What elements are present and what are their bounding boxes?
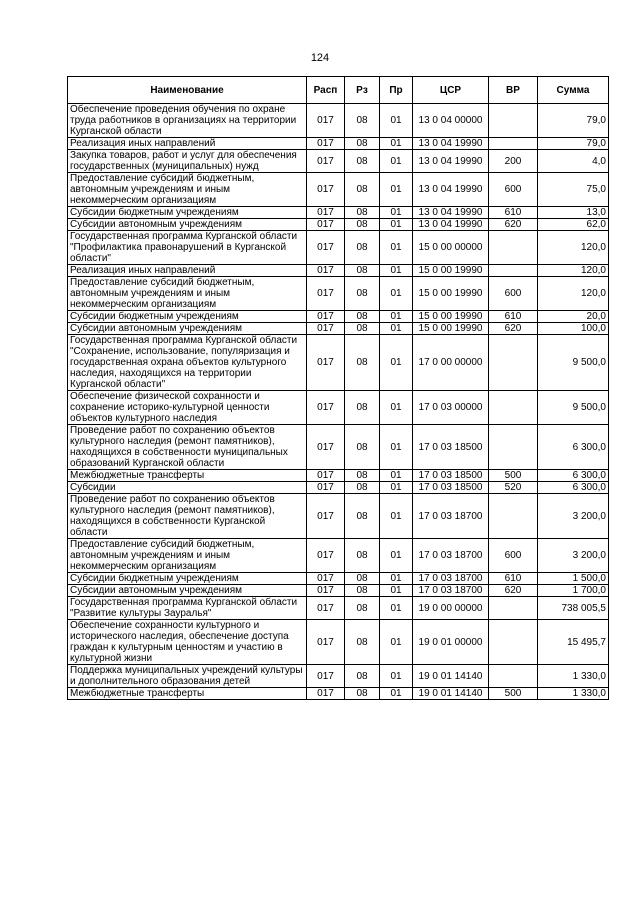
row-rz-cell: 08 — [345, 391, 380, 425]
row-rasp-cell: 017 — [307, 173, 345, 207]
row-name-cell: Проведение работ по сохранению объектов культурного наследия (ремонт памятников), находящихся в собственности Курганской области — [68, 494, 307, 539]
row-sum-cell: 13,0 — [538, 207, 609, 219]
row-rasp-cell: 017 — [307, 207, 345, 219]
row-pr-cell: 01 — [380, 311, 413, 323]
row-rz-cell: 08 — [345, 665, 380, 688]
row-rz-cell: 08 — [345, 231, 380, 265]
row-csr-cell: 15 0 00 19990 — [413, 277, 489, 311]
row-pr-cell: 01 — [380, 207, 413, 219]
row-csr-cell: 15 0 00 19990 — [413, 311, 489, 323]
row-sum-cell: 738 005,5 — [538, 597, 609, 620]
row-rasp-cell: 017 — [307, 585, 345, 597]
row-pr-cell: 01 — [380, 138, 413, 150]
row-rz-cell: 08 — [345, 425, 380, 470]
row-rasp-cell: 017 — [307, 311, 345, 323]
row-pr-cell: 01 — [380, 104, 413, 138]
row-csr-cell: 17 0 03 00000 — [413, 391, 489, 425]
row-csr-cell: 17 0 03 18500 — [413, 470, 489, 482]
row-rasp-cell: 017 — [307, 277, 345, 311]
row-name-cell: Субсидии автономным учреждениям — [68, 585, 307, 597]
row-name-cell: Государственная программа Курганской области "Профилактика правонарушений в Курганской области" — [68, 231, 307, 265]
table-row — [68, 597, 609, 620]
row-vr-cell: 610 — [489, 207, 538, 219]
table-row — [68, 539, 609, 573]
row-csr-cell: 17 0 03 18700 — [413, 494, 489, 539]
row-vr-cell — [489, 620, 538, 665]
row-name-cell: Закупка товаров, работ и услуг для обеспечения государственных (муниципальных) нужд — [68, 150, 307, 173]
row-vr-cell: 600 — [489, 173, 538, 207]
row-vr-cell — [489, 138, 538, 150]
row-name-cell: Субсидии бюджетным учреждениям — [68, 311, 307, 323]
row-pr-cell: 01 — [380, 539, 413, 573]
row-pr-cell: 01 — [380, 585, 413, 597]
page-number: 124 — [310, 52, 330, 64]
row-rasp-cell: 017 — [307, 573, 345, 585]
row-rasp-cell: 017 — [307, 482, 345, 494]
row-pr-cell: 01 — [380, 665, 413, 688]
row-name-cell: Предоставление субсидий бюджетным, автономным учреждениям и иным некоммерческим организациям — [68, 277, 307, 311]
row-pr-cell: 01 — [380, 391, 413, 425]
row-vr-cell: 610 — [489, 573, 538, 585]
row-rasp-cell: 017 — [307, 688, 345, 700]
row-name-cell: Обеспечение проведения обучения по охране труда работников в организациях на территории Курганской области — [68, 104, 307, 138]
column-header-rasp: Расп — [307, 77, 345, 104]
table-row — [68, 585, 609, 597]
row-sum-cell: 6 300,0 — [538, 470, 609, 482]
row-csr-cell: 13 0 04 19990 — [413, 219, 489, 231]
row-vr-cell — [489, 104, 538, 138]
row-csr-cell: 17 0 03 18500 — [413, 425, 489, 470]
row-pr-cell: 01 — [380, 573, 413, 585]
row-rz-cell: 08 — [345, 620, 380, 665]
row-rasp-cell: 017 — [307, 265, 345, 277]
row-name-cell: Обеспечение сохранности культурного и исторического наследия, обеспечение доступа граждан к культурным ценностям и участию в культурной жизни — [68, 620, 307, 665]
row-name-cell: Государственная программа Курганской области "Развитие культуры Зауралья" — [68, 597, 307, 620]
row-vr-cell: 610 — [489, 311, 538, 323]
row-sum-cell: 1 330,0 — [538, 688, 609, 700]
row-vr-cell: 620 — [489, 219, 538, 231]
table-row — [68, 138, 609, 150]
row-name-cell: Межбюджетные трансферты — [68, 688, 307, 700]
row-vr-cell: 500 — [489, 470, 538, 482]
row-name-cell: Предоставление субсидий бюджетным, автономным учреждениям и иным некоммерческим организациям — [68, 173, 307, 207]
row-rz-cell: 08 — [345, 573, 380, 585]
row-rasp-cell: 017 — [307, 597, 345, 620]
row-rz-cell: 08 — [345, 265, 380, 277]
row-sum-cell: 1 700,0 — [538, 585, 609, 597]
row-name-cell: Поддержка муниципальных учреждений культуры и дополнительного образования детей — [68, 665, 307, 688]
table-row — [68, 335, 609, 391]
row-pr-cell: 01 — [380, 335, 413, 391]
row-rz-cell: 08 — [345, 539, 380, 573]
row-sum-cell: 9 500,0 — [538, 335, 609, 391]
row-rz-cell: 08 — [345, 335, 380, 391]
row-csr-cell: 19 0 01 14140 — [413, 688, 489, 700]
row-name-cell: Реализация иных направлений — [68, 138, 307, 150]
row-sum-cell: 1 330,0 — [538, 665, 609, 688]
row-rz-cell: 08 — [345, 138, 380, 150]
column-header-rz: Рз — [345, 77, 380, 104]
row-sum-cell: 75,0 — [538, 173, 609, 207]
table-row — [68, 173, 609, 207]
row-rz-cell: 08 — [345, 585, 380, 597]
row-rz-cell: 08 — [345, 494, 380, 539]
table-row — [68, 150, 609, 173]
row-sum-cell: 79,0 — [538, 104, 609, 138]
table-row — [68, 231, 609, 265]
row-csr-cell: 17 0 03 18700 — [413, 573, 489, 585]
row-rasp-cell: 017 — [307, 104, 345, 138]
row-csr-cell: 15 0 00 00000 — [413, 231, 489, 265]
column-header-vr: ВР — [489, 77, 538, 104]
row-csr-cell: 19 0 00 00000 — [413, 597, 489, 620]
row-vr-cell: 520 — [489, 482, 538, 494]
row-name-cell: Субсидии автономным учреждениям — [68, 219, 307, 231]
row-pr-cell: 01 — [380, 620, 413, 665]
row-pr-cell: 01 — [380, 277, 413, 311]
row-sum-cell: 62,0 — [538, 219, 609, 231]
row-pr-cell: 01 — [380, 688, 413, 700]
row-pr-cell: 01 — [380, 597, 413, 620]
table-row — [68, 573, 609, 585]
row-rz-cell: 08 — [345, 323, 380, 335]
row-rz-cell: 08 — [345, 470, 380, 482]
row-rz-cell: 08 — [345, 277, 380, 311]
row-vr-cell: 600 — [489, 277, 538, 311]
table-row — [68, 265, 609, 277]
row-sum-cell: 9 500,0 — [538, 391, 609, 425]
table-row — [68, 391, 609, 425]
row-sum-cell: 100,0 — [538, 323, 609, 335]
row-rz-cell: 08 — [345, 688, 380, 700]
row-pr-cell: 01 — [380, 470, 413, 482]
table-header-row — [68, 77, 609, 104]
table-body — [68, 104, 609, 700]
row-vr-cell — [489, 265, 538, 277]
row-rz-cell: 08 — [345, 207, 380, 219]
row-sum-cell: 20,0 — [538, 311, 609, 323]
row-vr-cell: 600 — [489, 539, 538, 573]
row-sum-cell: 3 200,0 — [538, 539, 609, 573]
table-row — [68, 277, 609, 311]
row-csr-cell: 17 0 03 18700 — [413, 539, 489, 573]
row-sum-cell: 1 500,0 — [538, 573, 609, 585]
row-rasp-cell: 017 — [307, 323, 345, 335]
column-header-name: Наименование — [68, 77, 307, 104]
row-name-cell: Межбюджетные трансферты — [68, 470, 307, 482]
row-csr-cell: 13 0 04 19990 — [413, 138, 489, 150]
table-row — [68, 688, 609, 700]
row-rz-cell: 08 — [345, 150, 380, 173]
row-name-cell: Субсидии бюджетным учреждениям — [68, 573, 307, 585]
row-vr-cell — [489, 597, 538, 620]
row-rasp-cell: 017 — [307, 494, 345, 539]
row-rz-cell: 08 — [345, 173, 380, 207]
row-csr-cell: 19 0 01 14140 — [413, 665, 489, 688]
row-rasp-cell: 017 — [307, 539, 345, 573]
row-rasp-cell: 017 — [307, 665, 345, 688]
row-name-cell: Государственная программа Курганской области "Сохранение, использование, популяризация и государственная охрана объектов культурного наследия, находящихся на территории Курганской области" — [68, 335, 307, 391]
row-sum-cell: 120,0 — [538, 231, 609, 265]
row-rasp-cell: 017 — [307, 391, 345, 425]
row-name-cell: Субсидии автономным учреждениям — [68, 323, 307, 335]
row-csr-cell: 13 0 04 19990 — [413, 150, 489, 173]
row-rz-cell: 08 — [345, 597, 380, 620]
row-csr-cell: 13 0 04 19990 — [413, 173, 489, 207]
budget-table — [67, 76, 609, 700]
row-vr-cell — [489, 335, 538, 391]
row-vr-cell: 620 — [489, 585, 538, 597]
row-name-cell: Субсидии — [68, 482, 307, 494]
row-name-cell: Субсидии бюджетным учреждениям — [68, 207, 307, 219]
row-pr-cell: 01 — [380, 482, 413, 494]
row-name-cell: Обеспечение физической сохранности и сохранение историко-культурной ценности объектов культурного наследия — [68, 391, 307, 425]
row-vr-cell — [489, 391, 538, 425]
table-row — [68, 665, 609, 688]
row-sum-cell: 6 300,0 — [538, 482, 609, 494]
row-csr-cell: 19 0 01 00000 — [413, 620, 489, 665]
row-csr-cell: 15 0 00 19990 — [413, 265, 489, 277]
row-rasp-cell: 017 — [307, 150, 345, 173]
table-row — [68, 219, 609, 231]
row-sum-cell: 15 495,7 — [538, 620, 609, 665]
row-pr-cell: 01 — [380, 173, 413, 207]
row-name-cell: Предоставление субсидий бюджетным, автономным учреждениям и иным некоммерческим организациям — [68, 539, 307, 573]
row-rz-cell: 08 — [345, 311, 380, 323]
row-pr-cell: 01 — [380, 323, 413, 335]
row-vr-cell — [489, 494, 538, 539]
row-csr-cell: 17 0 00 00000 — [413, 335, 489, 391]
row-pr-cell: 01 — [380, 425, 413, 470]
table-row — [68, 207, 609, 219]
row-vr-cell — [489, 665, 538, 688]
row-sum-cell: 120,0 — [538, 277, 609, 311]
row-sum-cell: 120,0 — [538, 265, 609, 277]
table-row — [68, 494, 609, 539]
row-csr-cell: 13 0 04 00000 — [413, 104, 489, 138]
row-csr-cell: 15 0 00 19990 — [413, 323, 489, 335]
row-vr-cell — [489, 425, 538, 470]
column-header-pr: Пр — [380, 77, 413, 104]
row-csr-cell: 17 0 03 18700 — [413, 585, 489, 597]
row-vr-cell: 200 — [489, 150, 538, 173]
row-sum-cell: 3 200,0 — [538, 494, 609, 539]
row-rasp-cell: 017 — [307, 335, 345, 391]
table-row — [68, 104, 609, 138]
table-row — [68, 311, 609, 323]
table-row — [68, 323, 609, 335]
row-rasp-cell: 017 — [307, 470, 345, 482]
row-rasp-cell: 017 — [307, 425, 345, 470]
row-pr-cell: 01 — [380, 219, 413, 231]
row-rasp-cell: 017 — [307, 620, 345, 665]
row-rasp-cell: 017 — [307, 231, 345, 265]
row-vr-cell: 500 — [489, 688, 538, 700]
column-header-csr: ЦСР — [413, 77, 489, 104]
table-row — [68, 425, 609, 470]
row-rasp-cell: 017 — [307, 138, 345, 150]
row-rz-cell: 08 — [345, 482, 380, 494]
row-sum-cell: 6 300,0 — [538, 425, 609, 470]
row-csr-cell: 13 0 04 19990 — [413, 207, 489, 219]
row-name-cell: Реализация иных направлений — [68, 265, 307, 277]
row-pr-cell: 01 — [380, 265, 413, 277]
row-csr-cell: 17 0 03 18500 — [413, 482, 489, 494]
row-pr-cell: 01 — [380, 231, 413, 265]
row-sum-cell: 79,0 — [538, 138, 609, 150]
table-row — [68, 482, 609, 494]
row-rz-cell: 08 — [345, 219, 380, 231]
row-rasp-cell: 017 — [307, 219, 345, 231]
row-sum-cell: 4,0 — [538, 150, 609, 173]
row-pr-cell: 01 — [380, 494, 413, 539]
row-rz-cell: 08 — [345, 104, 380, 138]
table-row — [68, 470, 609, 482]
column-header-sum: Сумма — [538, 77, 609, 104]
row-pr-cell: 01 — [380, 150, 413, 173]
table-row — [68, 620, 609, 665]
row-name-cell: Проведение работ по сохранению объектов культурного наследия (ремонт памятников), находящихся в собственности муниципальных образований Курганской области — [68, 425, 307, 470]
row-vr-cell — [489, 231, 538, 265]
row-vr-cell: 620 — [489, 323, 538, 335]
